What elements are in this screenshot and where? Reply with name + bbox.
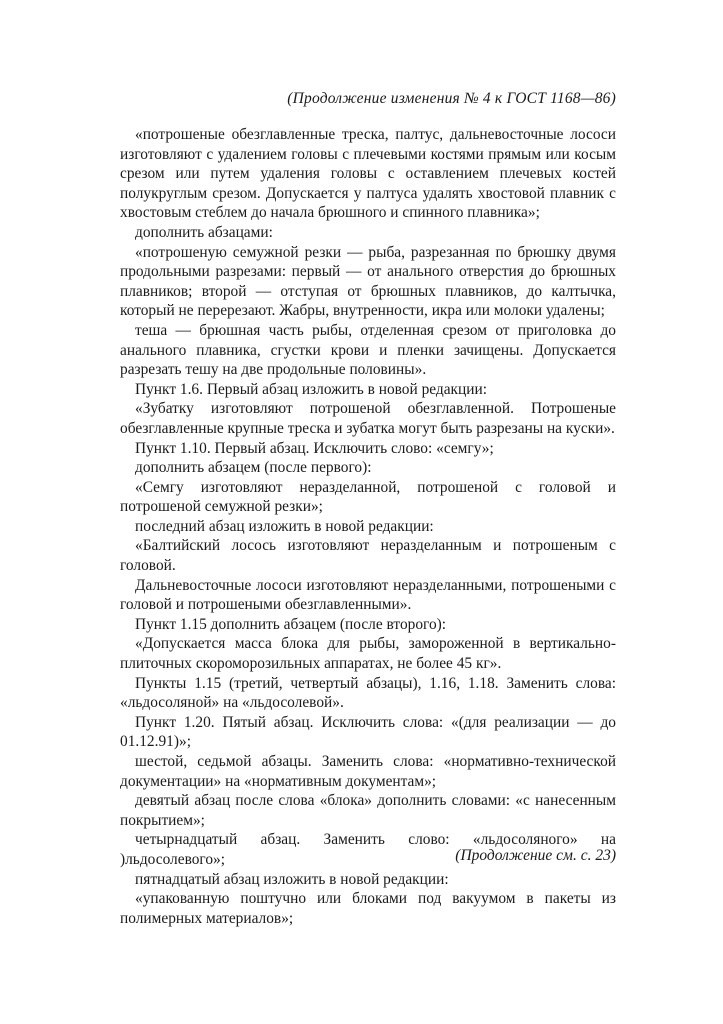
paragraph: шестой, седьмой абзацы. Заменить слова: «нормативно-технической документации» на «нормативным документам»; [120,753,616,790]
paragraph: «Допускается масса блока для рыбы, замороженной в вертикально-плиточных скороморозильных аппаратах, не более 45 кг». [120,635,616,673]
paragraph: Пункт 1.20. Пятый абзац. Исключить слова: «(для реализации — до 01.12.91)»; [120,713,616,751]
paragraph: Пункт 1.10. Первый абзац. Исключить слово: «семгу»; [135,439,494,457]
paragraph: Пункт 1.15 дополнить абзацем (после второго): [135,615,447,633]
paragraph: Пункт 1.6. Первый абзац изложить в новой редакции: [135,380,488,398]
paragraph: пятнадцатый абзац изложить в новой редакции: [135,870,449,888]
continuation-footer: (Продолжение см. с. 23) [455,847,616,864]
paragraph: последний абзац изложить в новой редакции: [135,517,434,535]
paragraph: «Семгу изготовляют неразделанной, потрошеной с головой и потрошеной семужной резки»; [120,478,616,516]
paragraph: дополнить абзацем (после первого): [135,459,372,477]
paragraph: четырнадцатый абзац. Заменить слово: «льдосоляного» на )льдосолевого»; [120,831,616,868]
paragraph: Дальневосточные лососи изготовляют неразделанными, потрошеными с головой и потрошеными обезглавленными». [120,576,616,614]
paragraph: теша — брюшная часть рыбы, отделенная срезом от приголовка до анального плавника, сгустки крови и пленки зачищены. Допускается разрезать тешу на две продольные половины». [120,321,616,379]
document-body [120,125,616,928]
paragraph: «потрошеную семужной резки — рыба, разрезанная по брюшку двумя продольными разрезами: первый — от анального отверстия до брюшных плавников; второй — отступая от брюшных плавников, до калтычка, который не перерезают. Жабры, внутренности, икра или молоки удалены; [120,243,616,320]
paragraph: Пункты 1.15 (третий, четвертый абзацы), 1.16, 1.18. Заменить слова: «льдосоляной» на «льдосолевой». [120,674,616,712]
paragraph: дополнить абзацами: [135,223,273,241]
continuation-header: (Продолжение изменения № 4 к ГОСТ 1168—86) [287,90,616,107]
paragraph: «потрошеные обезглавленные треска, палтус, дальневосточные лососи изготовляют с удалением головы с плечевыми костями прямым или косым срезом или путем удаления головы с оставлением плечевых костей полукруглым срезом. Допускается у палтуса удалять хвостовой плавник с хвостовым стеблем до начала брюшного и спинного плавника»; [120,126,616,222]
paragraph: девятый абзац после слова «блока» дополнить словами: «с нанесенным покрытием»; [120,792,616,829]
paragraph: «Зубатку изготовляют потрошеной обезглавленной. Потрошеные обезглавленные крупные треска и зубатка могут быть разрезаны на куски». [120,400,616,437]
paragraph: «упакованную поштучно или блоками под вакуумом в пакеты из полимерных материалов»; [120,890,616,927]
paragraph: «Балтийский лосось изготовляют неразделанным и потрошеным с головой. [120,537,616,575]
